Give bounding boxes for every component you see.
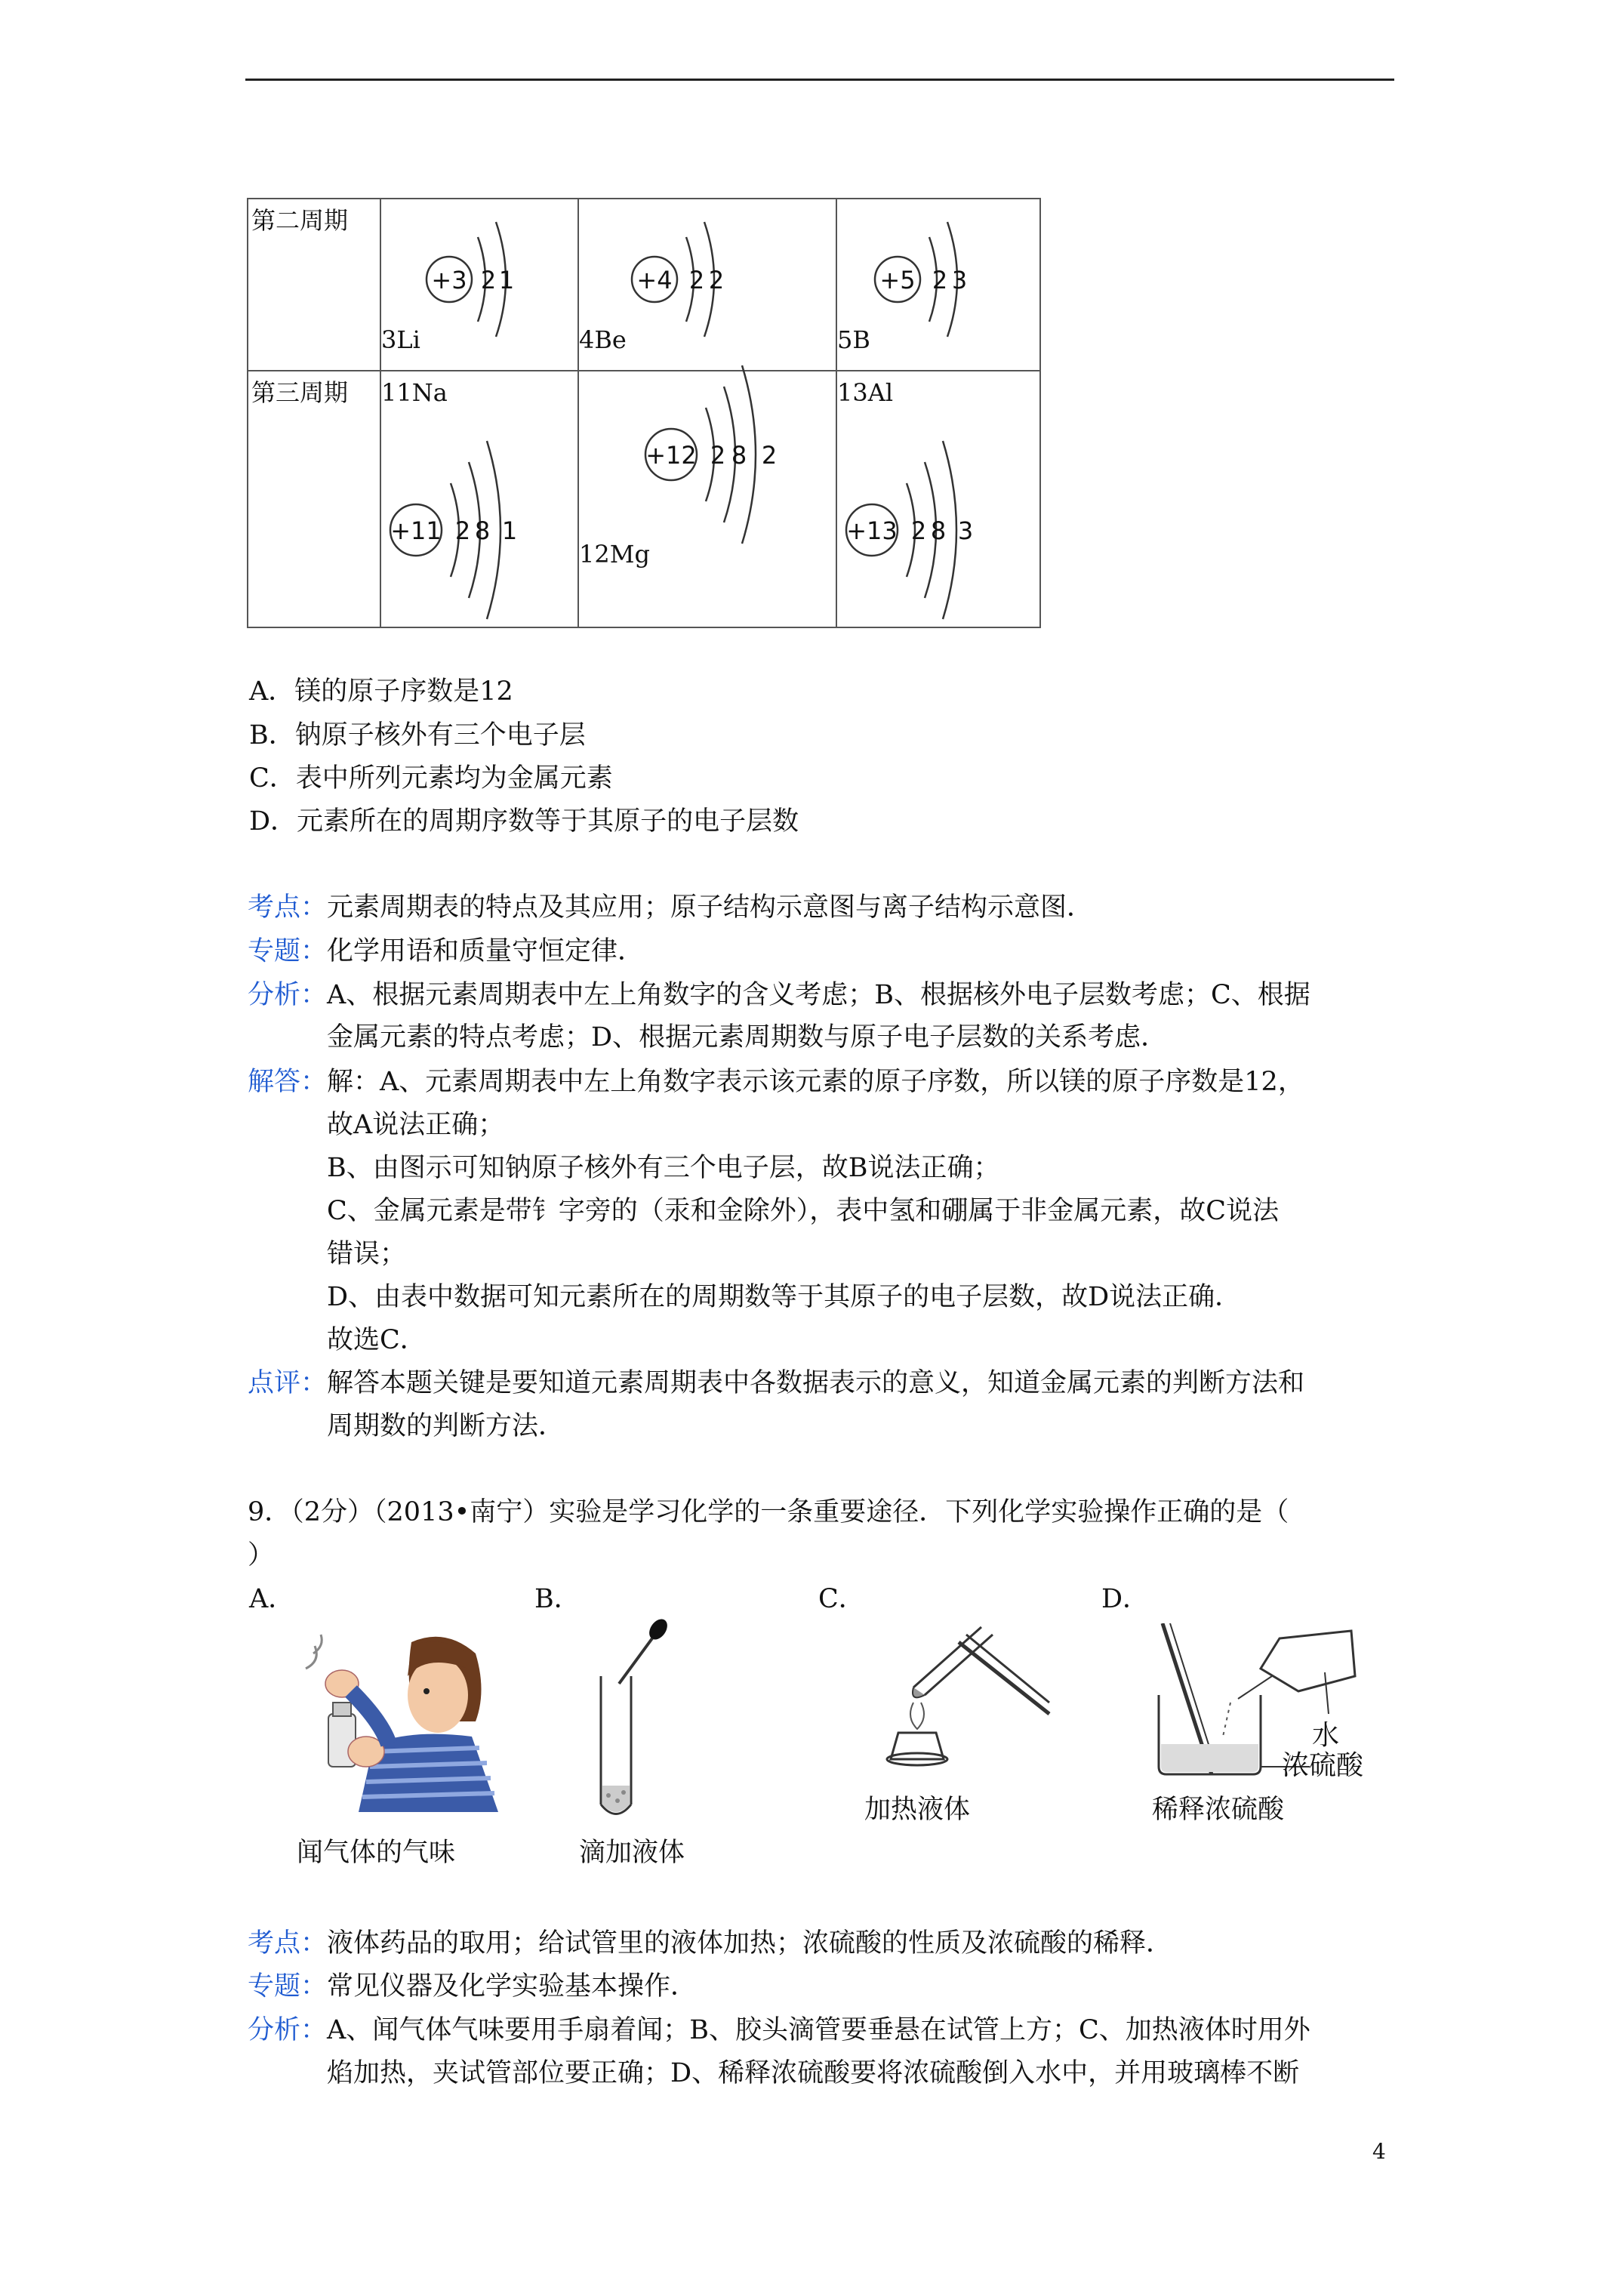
element-cell-na bbox=[380, 371, 578, 627]
kaodian-text: 元素周期表的特点及其应用；原子结构示意图与离子结构示意图． bbox=[327, 892, 1094, 923]
kaodian-label: 考点： bbox=[248, 892, 328, 923]
caption-a: 闻气体的气味 bbox=[297, 1838, 456, 1868]
svg-text:2: 2 bbox=[480, 266, 497, 294]
svg-text:8: 8 bbox=[930, 516, 947, 545]
option-b: B．钠原子核外有三个电子层 bbox=[249, 720, 586, 750]
q9-option-b-letter: B． bbox=[534, 1584, 581, 1614]
atom-diagram-mg bbox=[639, 364, 805, 538]
svg-text:3: 3 bbox=[957, 516, 974, 545]
period-2-label: 第二周期 bbox=[251, 206, 349, 235]
q9-option-c-letter: C． bbox=[818, 1584, 865, 1614]
jieda-line-2: 故A说法正确； bbox=[327, 1110, 505, 1140]
jieda-line-4: C、金属元素是带钅字旁的（汞和金除外），表中氢和硼属于非金属元素，故C说法 bbox=[327, 1196, 1280, 1226]
svg-text:2: 2 bbox=[708, 266, 725, 294]
svg-text:1: 1 bbox=[498, 266, 515, 294]
q9-fenxi-label: 分析： bbox=[248, 2015, 328, 2045]
element-symbol: 4Be bbox=[579, 325, 627, 354]
element-cell-li bbox=[380, 199, 578, 371]
svg-text:2: 2 bbox=[454, 516, 471, 545]
svg-text:2: 2 bbox=[710, 441, 726, 470]
q9-fenxi-line-2: 焰加热，夹试管部位要正确；D、稀释浓硫酸要将浓硫酸倒入水中，并用玻璃棒不断 bbox=[327, 2058, 1300, 2088]
svg-text:8: 8 bbox=[731, 441, 747, 470]
element-cell-b bbox=[836, 199, 1040, 371]
svg-text:+13: +13 bbox=[846, 516, 898, 545]
header-rule bbox=[245, 79, 1394, 81]
option-d: D．元素所在的周期序数等于其原子的电子层数 bbox=[249, 806, 799, 837]
period-label-cell bbox=[248, 371, 380, 627]
jieda-line-7: 故选C． bbox=[327, 1325, 427, 1355]
fenxi-label: 分析： bbox=[248, 980, 328, 1010]
fenxi-line-1: A、根据元素周期表中左上角数字的含义考虑；B、根据核外电子层数考虑；C、根据 bbox=[327, 980, 1310, 1010]
svg-text:+5: +5 bbox=[879, 266, 916, 294]
dianping-line-2: 周期数的判断方法． bbox=[327, 1411, 565, 1441]
q9-zhuanti-label: 专题： bbox=[248, 1971, 328, 2002]
q9-zhuanti-text: 常见仪器及化学实验基本操作． bbox=[327, 1971, 698, 2002]
caption-c: 加热液体 bbox=[864, 1795, 971, 1825]
fenxi-line-2: 金属元素的特点考虑；D、根据元素周期数与原子电子层数的关系考虑． bbox=[327, 1022, 1168, 1052]
heating-liquid-illustration bbox=[868, 1620, 1064, 1778]
dianping-label: 点评： bbox=[248, 1368, 328, 1398]
q9-stem-line-1: 9．（2分）（2013•南宁）实验是学习化学的一条重要途径．下列化学实验操作正确的是（ bbox=[248, 1497, 1289, 1527]
svg-text:2: 2 bbox=[932, 266, 948, 294]
element-cell-mg bbox=[578, 371, 836, 627]
element-symbol: 12Mg bbox=[579, 540, 650, 569]
q9-stem-line-2: ） bbox=[248, 1540, 275, 1570]
period-label-cell bbox=[248, 199, 380, 371]
jieda-line-5: 错误； bbox=[327, 1239, 407, 1269]
jieda-line-6: D、由表中数据可知元素所在的周期数等于其原子的电子层数，故D说法正确． bbox=[327, 1282, 1242, 1312]
element-symbol: 3Li bbox=[381, 325, 420, 354]
dianping-line-1: 解答本题关键是要知道元素周期表中各数据表示的意义，知道金属元素的判断方法和 bbox=[327, 1368, 1305, 1398]
q9-option-a-letter: A． bbox=[249, 1584, 295, 1614]
atom-diagram-li bbox=[419, 207, 515, 320]
element-cell-al bbox=[836, 371, 1040, 627]
element-symbol: 5B bbox=[837, 325, 870, 354]
svg-text:+4: +4 bbox=[636, 266, 673, 294]
dropper-test-tube-illustration bbox=[574, 1616, 694, 1820]
svg-text:2: 2 bbox=[688, 266, 705, 294]
svg-text:2: 2 bbox=[761, 441, 778, 470]
atom-diagram-b bbox=[867, 207, 973, 320]
diluting-acid-illustration bbox=[1147, 1623, 1397, 1789]
caption-b: 滴加液体 bbox=[579, 1838, 685, 1868]
zhuanti-text: 化学用语和质量守恒定律． bbox=[327, 936, 645, 966]
caption-d: 稀释浓硫酸 bbox=[1152, 1795, 1285, 1825]
q9-kaodian-text: 液体药品的取用；给试管里的液体加热；浓硫酸的性质及浓硫酸的稀释． bbox=[327, 1928, 1173, 1959]
element-symbol: 11Na bbox=[381, 378, 448, 407]
svg-text:1: 1 bbox=[501, 516, 518, 545]
jieda-line-3: B、由图示可知钠原子核外有三个电子层，故B说法正确； bbox=[327, 1153, 1000, 1183]
option-a: A．镁的原子序数是12 bbox=[249, 676, 513, 707]
period-3-label: 第三周期 bbox=[251, 378, 349, 407]
svg-text:+3: +3 bbox=[431, 266, 467, 294]
jieda-label: 解答： bbox=[248, 1067, 328, 1097]
atom-diagram-al bbox=[840, 424, 991, 598]
atom-diagram-na bbox=[384, 424, 535, 598]
page-number: 4 bbox=[1372, 2139, 1386, 2164]
svg-text:2: 2 bbox=[910, 516, 927, 545]
svg-text:3: 3 bbox=[951, 266, 968, 294]
jieda-line-1: 解：A、元素周期表中左上角数字表示该元素的原子序数，所以镁的原子序数是12， bbox=[327, 1067, 1304, 1097]
svg-text:+12: +12 bbox=[645, 441, 697, 470]
element-cell-be bbox=[578, 199, 836, 371]
option-c: C．表中所列元素均为金属元素 bbox=[249, 763, 613, 794]
q9-fenxi-line-1: A、闻气体气味要用手扇着闻；B、胶头滴管要垂悬在试管上方；C、加热液体时用外 bbox=[327, 2015, 1310, 2045]
svg-text:8: 8 bbox=[474, 516, 491, 545]
element-symbol: 13Al bbox=[837, 378, 894, 407]
water-label: 水 bbox=[1312, 1719, 1340, 1750]
atom-diagram-be bbox=[624, 207, 730, 320]
q9-kaodian-label: 考点： bbox=[248, 1928, 328, 1959]
q9-option-d-letter: D． bbox=[1101, 1584, 1150, 1614]
atomic-structure-table bbox=[247, 198, 1041, 628]
smelling-gas-illustration bbox=[298, 1623, 510, 1812]
zhuanti-label: 专题： bbox=[248, 936, 328, 966]
acid-label: 浓硫酸 bbox=[1282, 1749, 1364, 1780]
svg-text:+11: +11 bbox=[390, 516, 442, 545]
